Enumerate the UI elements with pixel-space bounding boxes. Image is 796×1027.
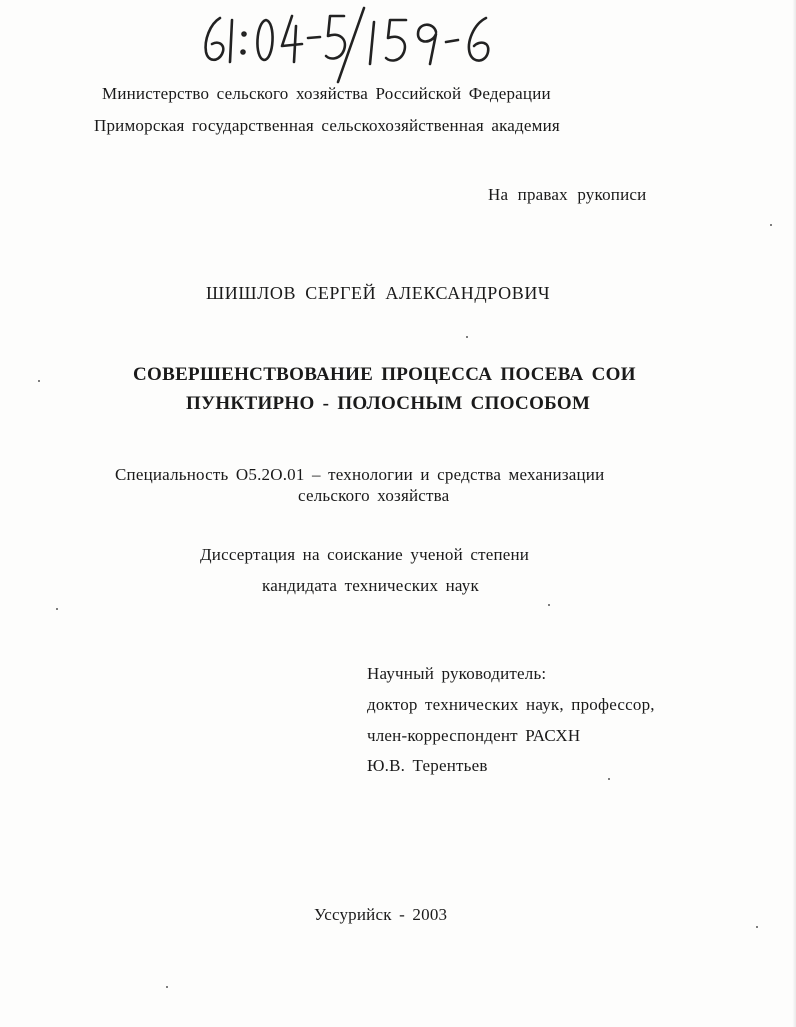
academy-heading: Приморская государственная сельскохозяйственная академия [94, 116, 560, 135]
scan-speck [56, 608, 58, 610]
scan-speck [38, 380, 40, 382]
specialty-line-2: сельского хозяйства [298, 486, 450, 505]
scan-speck [756, 926, 758, 928]
scan-speck [548, 604, 550, 606]
thesis-title-line-1: СОВЕРШЕНСТВОВАНИЕ ПРОЦЕССА ПОСЕВА СОИ [133, 364, 636, 385]
rights-note: На правах рукописи [488, 185, 647, 204]
handwritten-archive-code [196, 2, 516, 84]
thesis-title-line-2: ПУНКТИРНО - ПОЛОСНЫМ СПОСОБОМ [186, 393, 591, 414]
author-name: ШИШЛОВ СЕРГЕЙ АЛЕКСАНДРОВИЧ [206, 283, 551, 303]
scan-speck [770, 224, 772, 226]
specialty-line-1: Специальность О5.2О.01 – технологии и средства механизации [115, 465, 605, 484]
ministry-heading: Министерство сельского хозяйства Российской Федерации [102, 84, 551, 103]
supervisor-heading: Научный руководитель: [367, 664, 547, 683]
supervisor-membership: член-корреспондент РАСХН [367, 726, 581, 745]
dissertation-line-2: кандидата технических наук [262, 576, 479, 595]
scan-edge [792, 0, 796, 1027]
scan-speck [608, 778, 610, 780]
scan-speck [466, 336, 468, 338]
supervisor-name: Ю.В. Терентьев [367, 756, 488, 775]
dissertation-line-1: Диссертация на соискание ученой степени [200, 545, 530, 564]
supervisor-degree: доктор технических наук, профессор, [367, 695, 655, 714]
scan-speck [166, 986, 168, 988]
city-year: Уссурийск - 2003 [314, 905, 448, 924]
